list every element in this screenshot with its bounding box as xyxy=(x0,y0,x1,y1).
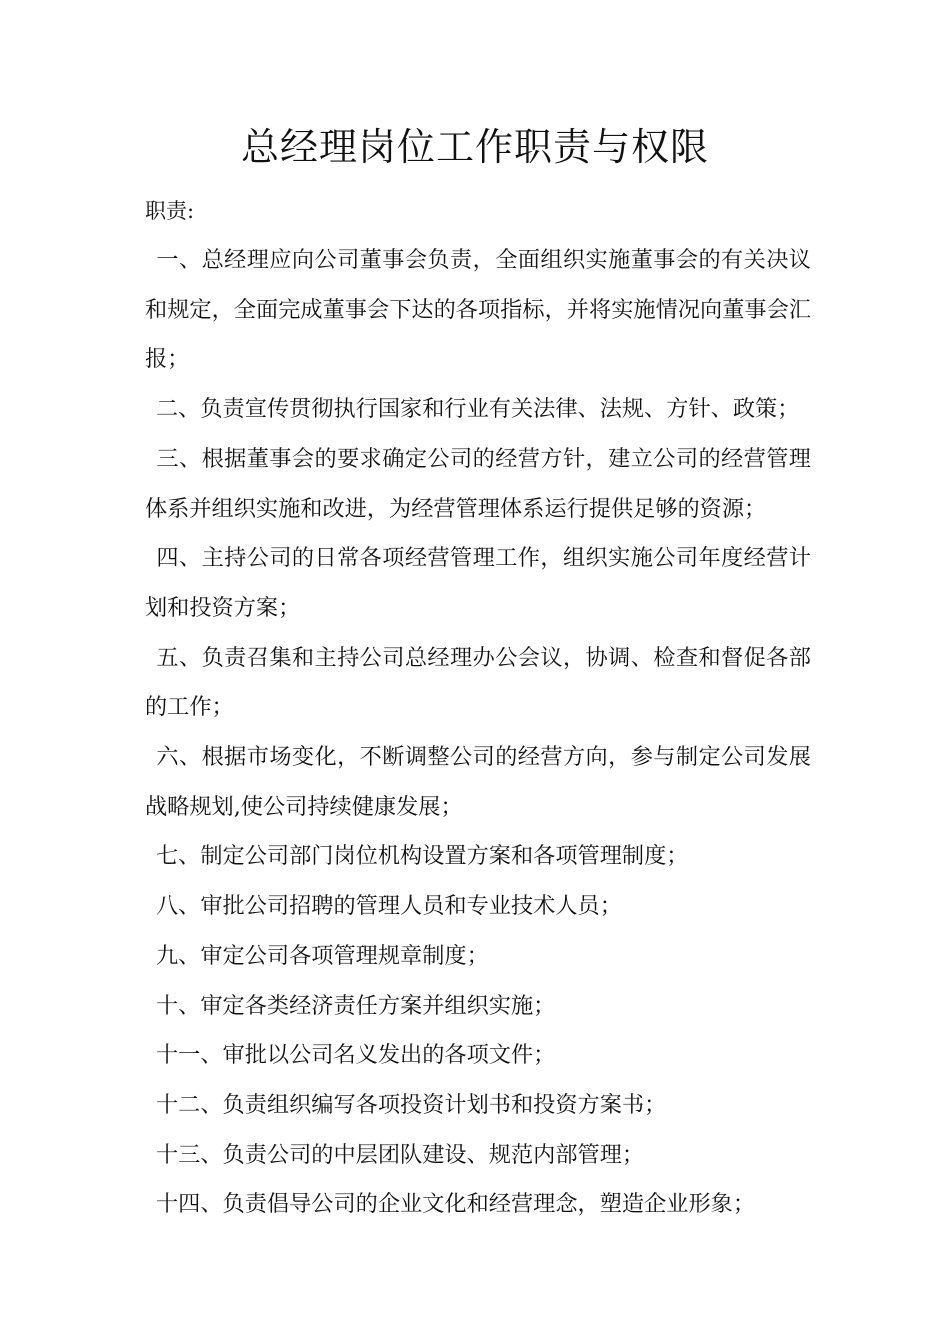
duty-text: 十二、负责组织编写各项投资计划书和投资方案书； xyxy=(156,1091,667,1118)
duty-text: 十一、审批以公司名义发出的各项文件； xyxy=(156,1042,556,1069)
section-label-duties: 职责: xyxy=(145,199,195,223)
duties-list xyxy=(145,236,811,1230)
duty-item xyxy=(145,832,811,882)
duty-text: 四、主持公司的日常各项经营管理工作，组织实施公司年度经营计划和投资方案； xyxy=(145,545,811,621)
duty-item xyxy=(145,1131,811,1181)
duty-item xyxy=(145,932,811,982)
duty-text: 三、根据董事会的要求确定公司的经营方针，建立公司的经营管理体系并组织实施和改进，为经营管理体系运行提供足够的资源； xyxy=(145,445,811,522)
duty-text: 一、总经理应向公司董事会负责，全面组织实施董事会的有关决议和规定，全面完成董事会下达的各项指标，并将实施情况向董事会汇报； xyxy=(145,247,811,373)
duty-item xyxy=(145,435,811,534)
duty-text: 五、负责召集和主持公司总经理办公会议，协调、检查和督促各部的工作； xyxy=(145,644,811,721)
duty-item xyxy=(145,534,811,633)
duty-item xyxy=(145,982,811,1032)
duty-text: 十三、负责公司的中层团队建设、规范内部管理； xyxy=(156,1141,645,1168)
duty-item xyxy=(145,1081,811,1131)
duty-item xyxy=(145,385,811,435)
duty-item xyxy=(145,1180,811,1230)
duty-item xyxy=(145,882,811,932)
duty-text: 十、审定各类经济责任方案并组织实施； xyxy=(156,992,556,1019)
duty-item xyxy=(145,1031,811,1081)
duty-item xyxy=(145,236,811,385)
duty-text: 八、审批公司招聘的管理人员和专业技术人员； xyxy=(156,893,622,920)
duty-text: 六、根据市场变化，不断调整公司的经营方向，参与制定公司发展战略规划,使公司持续健康发展； xyxy=(145,744,811,820)
document-title: 总经理岗位工作职责与权限 xyxy=(240,125,709,170)
duty-text: 九、审定公司各项管理规章制度； xyxy=(156,942,489,969)
duty-text: 二、负责宣传贯彻执行国家和行业有关法律、法规、方针、政策； xyxy=(156,396,800,423)
duty-text: 七、制定公司部门岗位机构设置方案和各项管理制度； xyxy=(156,843,689,870)
duty-item xyxy=(145,634,811,733)
duty-item xyxy=(145,733,811,832)
duty-text: 十四、负责倡导公司的企业文化和经营理念，塑造企业形象； xyxy=(156,1191,756,1218)
